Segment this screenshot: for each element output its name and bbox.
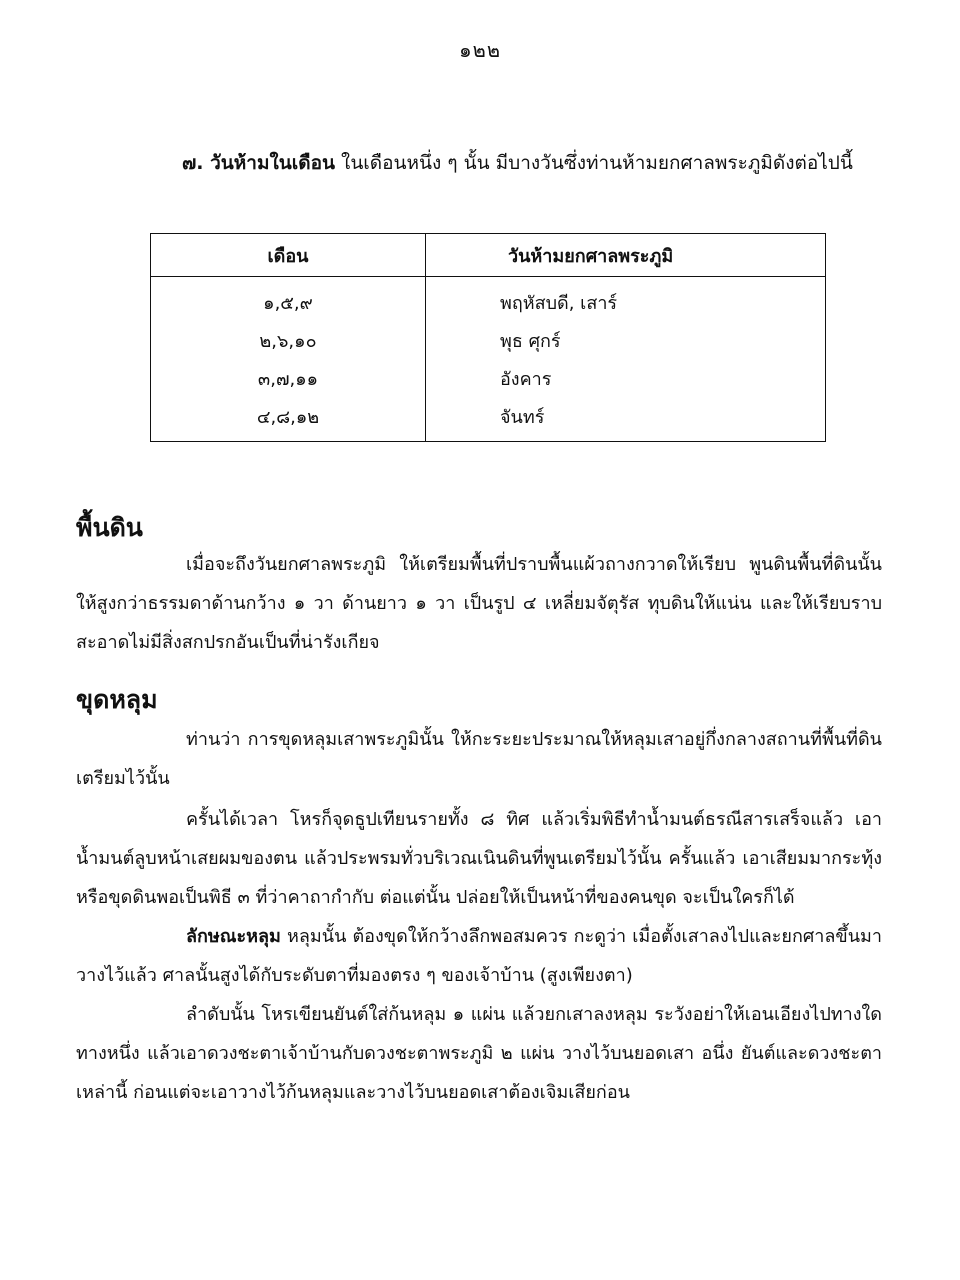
month-cell: ๒,๖,๑๐ [151, 321, 426, 359]
dig-paragraph-1 [76, 720, 882, 798]
forbidden-days-table [150, 233, 826, 442]
month-cell: ๓,๗,๑๑ [151, 359, 426, 397]
day-cell: พุธ ศุกร์ [500, 330, 561, 352]
dig-paragraph-3 [76, 917, 882, 995]
dig-paragraph-3-text: หลุมนั้น ต้องขุดให้กว้างลึกพอสมควร กะดูว่า เมื่อตั้งเสาลงไปและยกศาลขึ้นมาวางไว้แล้ว ศาลนั้นสูงได้กับระดับตาที่มองตรง ๆ ของเจ้าบ้าน (สูงเพียงตา) [76, 926, 882, 986]
table-row [151, 397, 826, 442]
table-row [151, 277, 826, 322]
dig-paragraph-4-text: ลำดับนั้น โหรเขียนยันต์ใส่ก้นหลุม ๑ แผ่น แล้วยกเสาลงหลุม ระวังอย่าให้เอนเอียงไปทางใดทางหนึ่ง แล้วเอาดวงชะตาเจ้าบ้านกับดวงชะตาพระภูมิ ๒ แผ่น วางไว้บนยอดเสา อนึ่ง ยันต์และดวงชะตาเหล่านี้ ก่อนแต่จะเอาวางไว้ก้นหลุมและวางไว้บนยอดเสาต้องเจิมเสียก่อน [76, 1004, 882, 1103]
page-number: ๑๒๒ [458, 38, 502, 62]
table-header-row [151, 234, 826, 277]
dig-paragraph-2-text: ครั้นได้เวลา โหรก็จุดธูปเทียนรายทั้ง ๘ ทิศ แล้วเริ่มพิธีทำน้ำมนต์ธรณีสารเสร็จแล้ว เอาน้ำมนต์ลูบหน้าเสยผมของตน แล้วประพรมทั่วบริเวณเนินดินที่พูนเตรียมไว้นั้น ครั้นแล้ว เอาเสียมมากระทุ้งหรือขุดดินพอเป็นพิธี ๓ ที่ว่าคาถากำกับ ต่อแต่นั้น ปล่อยให้เป็นหน้าที่ของคนขุด จะเป็นใครก็ได้ [76, 809, 882, 908]
ground-paragraph [76, 545, 882, 662]
section-7-text: ในเดือนหนึ่ง ๆ นั้น มีบางวันซึ่งท่านห้ามยกศาลพระภูมิดังต่อไปนี้ [335, 152, 853, 174]
table-row [151, 321, 826, 359]
dig-paragraph-3-lead: ลักษณะหลุม [186, 926, 281, 947]
section-7-lead: ๗. วันห้ามในเดือน [182, 152, 335, 174]
month-cell: ๔,๘,๑๒ [151, 397, 426, 442]
table-row [151, 359, 826, 397]
day-cell: อังคาร [500, 368, 552, 390]
day-cell: จันทร์ [500, 406, 545, 428]
day-cell: พฤหัสบดี, เสาร์ [500, 292, 618, 314]
dig-paragraph-4 [76, 995, 882, 1112]
ground-paragraph-text: เมื่อจะถึงวันยกศาลพระภูมิ ให้เตรียมพื้นที่ปราบพื้นแผ้วถางกวาดให้เรียบ พูนดินพื้นที่ดินนั้นให้สูงกว่าธรรมดาด้านกว้าง ๑ วา ด้านยาว ๑ วา เป็นรูป ๔ เหลี่ยมจัตุรัส ทุบดินให้แน่น และให้เรียบราบสะอาดไม่มีสิ่งสกปรกอันเป็นที่น่ารังเกียจ [76, 554, 882, 653]
month-cell: ๑,๕,๙ [151, 277, 426, 322]
section-7-intro [182, 148, 902, 178]
dig-paragraph-1-text: ท่านว่า การขุดหลุมเสาพระภูมินั้น ให้กะระยะประมาณให้หลุมเสาอยู่กึ่งกลางสถานที่พื้นที่ดินเตรียมไว้นั้น [76, 729, 882, 789]
header-forbidden-day: วันห้ามยกศาลพระภูมิ [426, 234, 826, 277]
heading-ground: พื้นดิน [76, 513, 143, 542]
heading-dig: ขุดหลุม [76, 685, 158, 714]
dig-paragraph-2 [76, 800, 882, 917]
header-month: เดือน [151, 234, 426, 277]
